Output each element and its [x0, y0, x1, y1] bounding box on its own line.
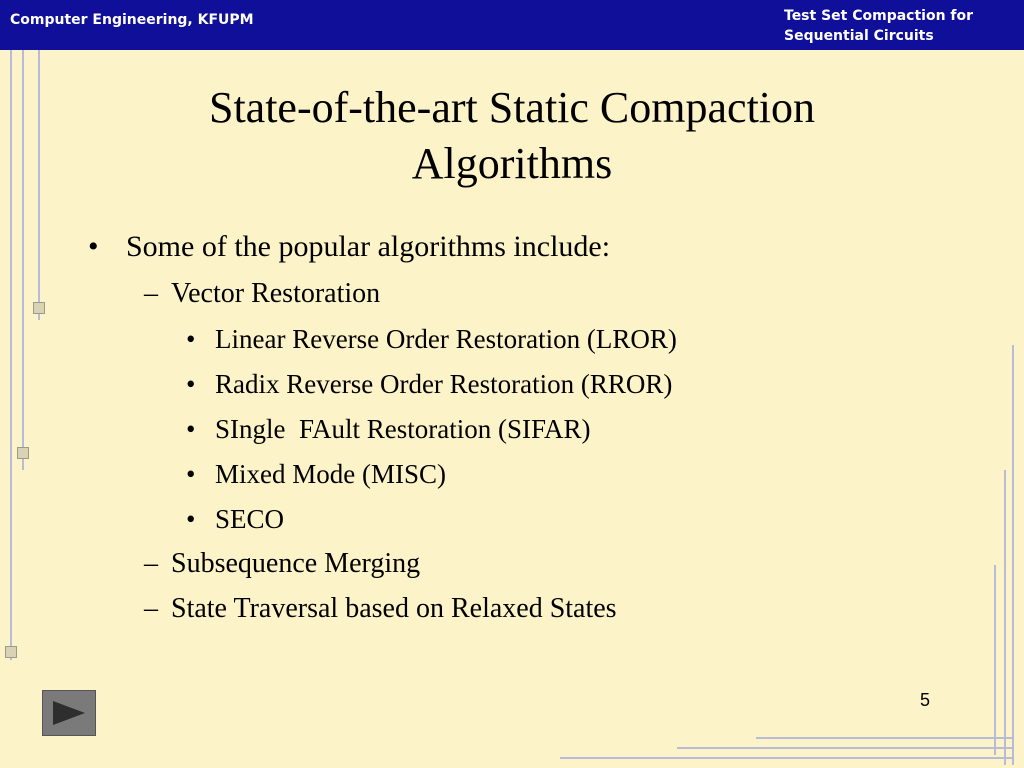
- slide-title: [100, 80, 924, 192]
- bullet-marker: •: [88, 230, 99, 263]
- bullet-sub-item: Mixed Mode (MISC): [215, 459, 446, 489]
- page-number: 5: [920, 690, 931, 710]
- bullet-vector-restoration: Vector Restoration: [171, 278, 381, 309]
- decor-line: [1004, 470, 1006, 765]
- decor-line: [560, 757, 1012, 759]
- dash-marker: –: [144, 548, 158, 579]
- bullet-marker: •: [186, 324, 196, 354]
- decor-line: [756, 737, 1012, 739]
- header-right-line2: Sequential Circuits: [784, 28, 934, 44]
- decor-line: [677, 747, 1012, 749]
- header-right-line1: Test Set Compaction for: [784, 8, 974, 24]
- decor-line: [994, 565, 996, 755]
- bullet-sub-item: SIngle FAult Restoration (SIFAR): [215, 414, 591, 444]
- decor-line: [1012, 345, 1014, 765]
- bullet-sub-item: Radix Reverse Order Restoration (RROR): [215, 369, 673, 399]
- decor-line: [10, 50, 12, 660]
- bullet-marker: •: [186, 504, 196, 534]
- bullet-subsequence-merging: Subsequence Merging: [171, 548, 421, 579]
- decor-line: [22, 50, 24, 470]
- title-line2: Algorithms: [411, 139, 613, 188]
- header-right-text: [784, 6, 1020, 46]
- bullet-marker: •: [186, 459, 196, 489]
- dash-marker: –: [144, 278, 158, 309]
- bullet-state-traversal: State Traversal based on Relaxed States: [171, 593, 617, 624]
- decor-line: [38, 50, 40, 320]
- bullet-sub-item: Linear Reverse Order Restoration (LROR): [215, 324, 677, 354]
- decor-square: [5, 646, 17, 658]
- header-left-text: Computer Engineering, KFUPM: [10, 12, 254, 28]
- title-line1: State-of-the-art Static Compaction: [208, 83, 816, 132]
- bullet-marker: •: [186, 414, 196, 444]
- play-arrow-icon: [52, 700, 86, 726]
- dash-marker: –: [144, 593, 158, 624]
- bullet-marker: •: [186, 369, 196, 399]
- next-slide-button[interactable]: [42, 690, 96, 736]
- bullet-level1: Some of the popular algorithms include:: [126, 230, 611, 263]
- header-bar: [0, 0, 1024, 50]
- decor-square: [17, 447, 29, 459]
- decor-square: [33, 302, 45, 314]
- bullet-sub-item: SECO: [215, 504, 285, 534]
